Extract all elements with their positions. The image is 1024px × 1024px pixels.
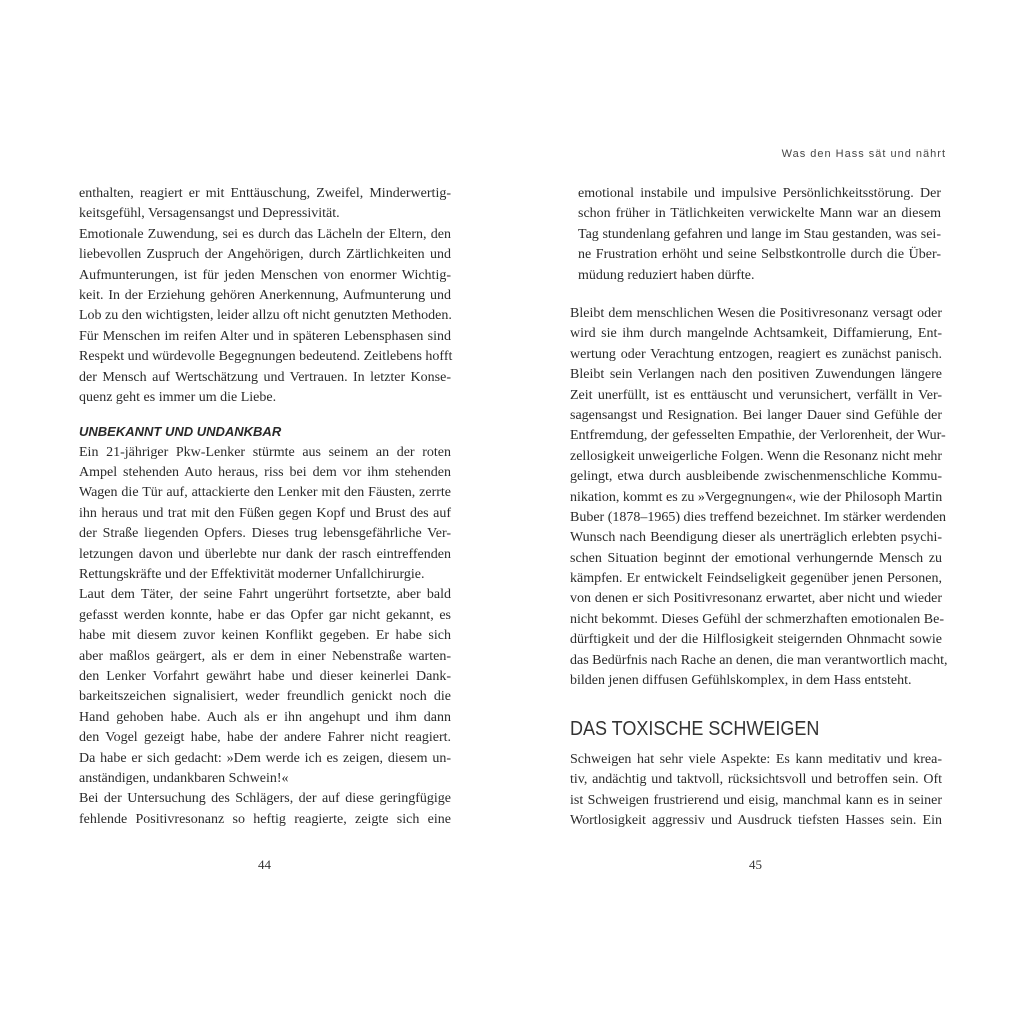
text-line: zellosigkeit unweigerliche Folgen. Wenn die Resonanz nicht mehr [570,448,942,464]
text-line: Respekt und würdevolle Begegnungen bedeutend. Zeitlebens hofft [79,349,453,365]
text-line: den Vogel gezeigt habe, habe der andere Fahrer nicht reagiert. [79,730,451,746]
text-line: Ein 21-jähriger Pkw-Lenker stürmte aus seinem an der roten [79,444,451,460]
left-paragraph-3 [79,443,451,586]
page-number: 45 [749,857,762,872]
left-paragraph-5 [79,789,451,830]
text-line: quenz geht es immer um die Liebe. [79,389,277,405]
text-line: Rettungskräfte und der Effektivität moderner Unfallchirurgie. [79,567,425,583]
text-line: Schweigen hat sehr viele Aspekte: Es kann meditativ und krea- [570,752,942,767]
indented-case-continuation [578,184,941,286]
left-page-text-column [79,184,451,830]
text-line: das Bedürfnis nach Rache an denen, die man verantwortlich macht, [570,652,948,668]
text-line: Hand gehoben habe. Auch als er ihn angehupt und ihm dann [79,709,451,725]
text-line: ihn heraus und trat mit den Füßen gegen Kopf und Brust des auf [79,505,451,521]
text-line: den Lenker Vorfahrt gewährt habe und dieser keinerlei Dank- [79,668,451,684]
text-line: liebevollen Zuspruch der Angehörigen, durch Zärtlichkeiten und [79,247,451,263]
text-line: ist Schweigen frustrierend und eisig, manchmal kann es in seiner [570,792,942,808]
text-line: kämpfen. Er entwickelt Feindseligkeit gegenüber jenen Personen, [570,571,942,587]
right-paragraph-2 [570,750,942,832]
text-line: Zeit unerfüllt, ist es enttäuscht und verunsichert, verfällt in Ver- [570,387,942,403]
text-line: Für Menschen im reifen Alter und in späteren Lebensphasen sind [79,328,451,344]
text-line: Ampel stehenden Auto heraus, riss bei dem vor ihm stehenden [79,465,451,481]
text-line: müdung reduziert haben dürfte. [578,267,755,283]
text-line: letzungen davon und überlebte nur dank der rasch eintreffenden [79,546,451,562]
text-line: habe mit diesem zuvor keinen Konflikt gegeben. Er habe sich [79,628,451,644]
text-line: nicht bekommt. Dieses Gefühl der schmerzhaften emotionalen Be- [570,611,944,627]
text-line: Entfremdung, der gefesselten Empathie, der Verlorenheit, der Wur- [570,428,946,444]
text-line: von denen er sich Positivresonanz erwartet, aber nicht und wieder [570,591,942,607]
text-line: schon früher in Tätlichkeiten verwickelte Mann war an diesem [578,206,941,222]
text-line: aber maßlos geärgert, als er dem in einer Nebenstraße warten- [79,648,451,664]
left-paragraph-4 [79,585,451,789]
text-line: der Straße liegenden Opfers. Dieses trug lebensgefährliche Ver- [79,526,451,542]
text-line: Emotionale Zuwendung, sei es durch das Lächeln der Eltern, den [79,226,451,242]
text-line: Tag stundenlang gefahren und lange im Stau gestanden, was sei- [578,226,941,242]
text-line: emotional instabile und impulsive Persönlichkeitsstörung. Der [578,186,941,201]
text-line: Aufmunterungen, ist für jeden Menschen von enormer Wichtig- [79,267,451,283]
section-heading: DAS TOXISCHE SCHWEIGEN [570,718,820,740]
text-line: sagensangst und Resignation. Bei langer Dauer sind Gefühle der [570,407,942,423]
text-line: der Mensch auf Wertschätzung und Vertrauen. In letzter Konse- [79,369,451,385]
text-line: keitsgefühl, Versagensangst und Depressivität. [79,206,340,222]
text-line: dürftigkeit und der die Hilflosigkeit steigernden Ohnmacht sowie [570,632,942,648]
text-line: gefasst werden konnte, habe er das Opfer gar nicht gekannt, es [79,607,451,623]
text-line: enthalten, reagiert er mit Enttäuschung, Zweifel, Minderwertig- [79,186,451,201]
left-paragraph-1 [79,184,451,225]
text-line: nikation, kommt es zu »Vergegnungen«, wie der Philosoph Martin [570,489,943,505]
text-line: Bei der Untersuchung des Schlägers, der auf diese geringfügige [79,791,451,807]
text-line: ne Frustration erhöht und seine Selbstkontrolle durch die Über- [578,247,941,263]
text-line: tiv, andächtig und taktvoll, rücksichtsvoll und betroffen sein. Oft [570,772,942,788]
text-line: keit. In der Erziehung gehören Anerkennung, Aufmunterung und [79,287,451,303]
text-line: Bleibt dem menschlichen Wesen die Positivresonanz versagt oder [570,306,942,321]
text-line: wird sie ihm durch mangelnde Achtsamkeit, Diffamierung, Ent- [570,326,942,342]
running-header: Was den Hass sät und nährt [781,148,946,160]
left-paragraph-2 [79,225,451,409]
text-line: Bleibt sein Verlangen nach den positiven Zuwendungen längere [570,367,942,383]
right-page [512,0,1024,1024]
text-line: Lob zu den wichtigsten, leider allzu oft nicht genutzten Methoden. [79,308,452,324]
text-line: anständigen, undankbaren Schwein!« [79,770,289,786]
page-number: 44 [258,857,271,872]
text-line: fehlende Positivresonanz so heftig reagierte, zeigte sich eine [79,811,451,827]
text-line: barkeitszeichen signalisiert, weder freundlich genickt noch die [79,689,451,705]
text-line: schen Situation beginnt der emotional verhungernde Mensch zu [570,550,942,566]
text-line: bilden jenen diffusen Gefühlskomplex, in dem Hass entsteht. [570,673,912,689]
text-line: Buber (1878–1965) dies treffend bezeichnet. Im stärker werdenden [570,509,947,525]
text-line: Wagen die Tür auf, attackierte den Lenker mit den Fäusten, zerrte [79,485,451,501]
text-line: Wunsch nach Beendigung dieser als unerträglich erlebten psychi- [570,530,942,546]
section-subheading: UNBEKANNT UND UNDANKBAR [79,424,282,440]
text-line: Da habe er sich gedacht: »Dem werde ich es zeigen, diesem un- [79,750,451,766]
right-paragraph-1 [570,304,948,691]
text-line: gelingt, etwa durch ausbleibende zwischenmenschliche Kommu- [570,469,942,485]
text-line: Laut dem Täter, der seine Fahrt ungerührt fortsetzte, aber bald [79,587,451,603]
text-line: wertung oder Verachtung entzogen, reagiert es zunächst panisch. [570,346,942,362]
text-line: Wortlosigkeit aggressiv und Ausdruck tiefsten Hasses sein. Ein [570,813,942,829]
